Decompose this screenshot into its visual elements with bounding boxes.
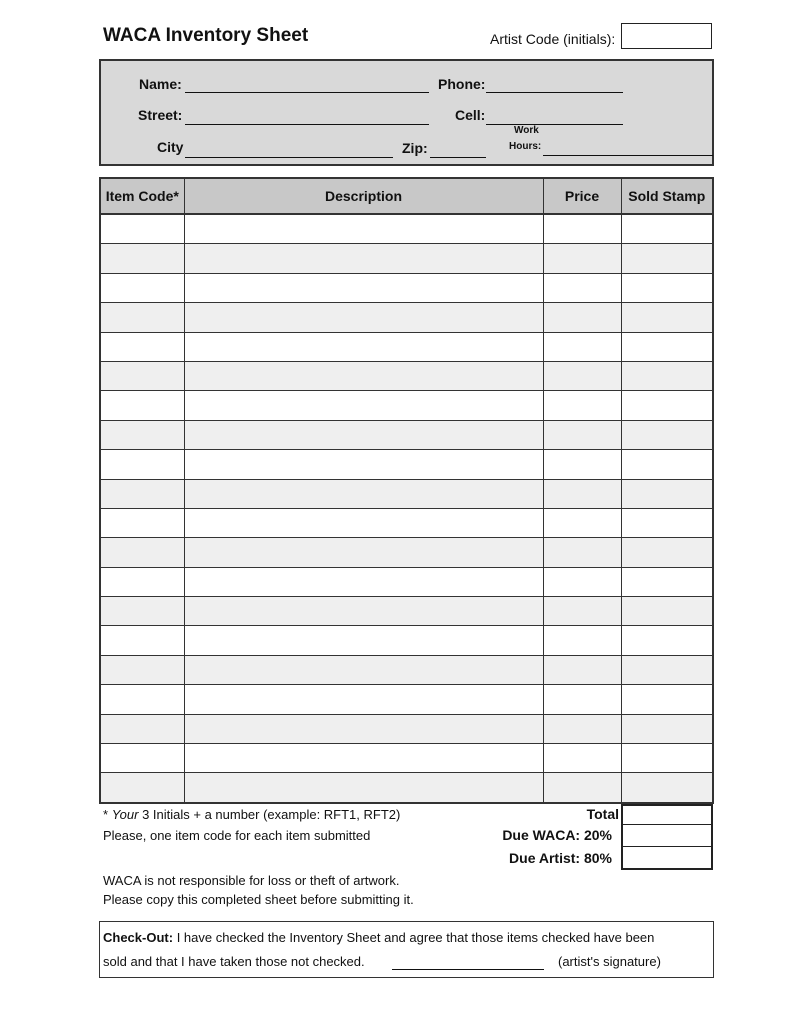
name-field[interactable] (185, 92, 429, 93)
liability-note: WACA is not responsible for loss or theft of artwork. (103, 873, 400, 888)
signature-label: (artist's signature) (558, 954, 661, 969)
sold-stamp-cell[interactable] (621, 567, 712, 596)
contact-info-panel (99, 59, 714, 166)
item-code-cell[interactable] (101, 685, 184, 714)
sold-stamp-cell[interactable] (621, 450, 712, 479)
artist-signature-field[interactable] (392, 969, 544, 970)
cell-field[interactable] (486, 124, 623, 125)
item-code-cell[interactable] (101, 626, 184, 655)
price-cell[interactable] (543, 508, 621, 537)
price-cell[interactable] (543, 567, 621, 596)
table-row (101, 597, 712, 626)
table-row (101, 567, 712, 596)
sold-stamp-cell[interactable] (621, 655, 712, 684)
price-cell[interactable] (543, 626, 621, 655)
item-code-cell[interactable] (101, 361, 184, 390)
column-header-price: Price (543, 179, 621, 214)
description-cell[interactable] (184, 420, 543, 449)
price-cell[interactable] (543, 450, 621, 479)
phone-label: Phone: (438, 76, 486, 92)
price-cell[interactable] (543, 479, 621, 508)
city-field[interactable] (185, 157, 393, 158)
description-cell[interactable] (184, 303, 543, 332)
footnote-star: * (103, 807, 109, 822)
sold-stamp-cell[interactable] (621, 273, 712, 302)
price-cell[interactable] (543, 744, 621, 773)
price-cell[interactable] (543, 714, 621, 743)
sold-stamp-cell[interactable] (621, 773, 712, 802)
sold-stamp-cell[interactable] (621, 420, 712, 449)
description-cell[interactable] (184, 773, 543, 802)
table-row (101, 538, 712, 567)
description-cell[interactable] (184, 597, 543, 626)
price-cell[interactable] (543, 685, 621, 714)
street-field[interactable] (185, 124, 429, 125)
description-cell[interactable] (184, 244, 543, 273)
description-cell[interactable] (184, 508, 543, 537)
sold-stamp-cell[interactable] (621, 244, 712, 273)
checkout-box (99, 921, 714, 978)
table-row (101, 214, 712, 244)
table-row (101, 244, 712, 273)
description-cell[interactable] (184, 567, 543, 596)
item-code-cell[interactable] (101, 508, 184, 537)
item-code-cell[interactable] (101, 391, 184, 420)
table-row (101, 744, 712, 773)
table-row (101, 391, 712, 420)
street-label: Street: (138, 107, 183, 123)
table-row (101, 303, 712, 332)
table-row (101, 685, 712, 714)
zip-label: Zip: (402, 140, 428, 156)
table-row (101, 773, 712, 802)
total-field[interactable] (621, 804, 713, 825)
table-row (101, 479, 712, 508)
checkout-line-1 (103, 930, 654, 945)
inventory-table (99, 177, 714, 804)
zip-field[interactable] (430, 157, 486, 158)
item-code-cell[interactable] (101, 450, 184, 479)
hours-label: Hours: (509, 141, 542, 152)
item-code-cell[interactable] (101, 214, 184, 244)
inventory-header-row (101, 179, 712, 214)
price-cell[interactable] (543, 391, 621, 420)
table-row (101, 273, 712, 302)
table-row (101, 332, 712, 361)
price-cell[interactable] (543, 597, 621, 626)
table-row (101, 450, 712, 479)
column-header-sold-stamp: Sold Stamp (621, 179, 712, 214)
item-code-cell[interactable] (101, 332, 184, 361)
total-label: Total (586, 806, 619, 822)
sold-stamp-cell[interactable] (621, 303, 712, 332)
description-cell[interactable] (184, 332, 543, 361)
price-cell[interactable] (543, 538, 621, 567)
description-cell[interactable] (184, 450, 543, 479)
sold-stamp-cell[interactable] (621, 714, 712, 743)
sold-stamp-cell[interactable] (621, 361, 712, 390)
checkout-line-2: sold and that I have taken those not checked. (103, 954, 365, 969)
artist-code-field[interactable] (621, 23, 712, 49)
description-cell[interactable] (184, 479, 543, 508)
description-cell[interactable] (184, 538, 543, 567)
description-cell[interactable] (184, 391, 543, 420)
cell-label: Cell: (455, 107, 486, 123)
column-header-item-code: Item Code* (101, 179, 184, 214)
due-waca-field[interactable] (621, 825, 713, 847)
item-code-cell[interactable] (101, 597, 184, 626)
item-code-cell[interactable] (101, 303, 184, 332)
sold-stamp-cell[interactable] (621, 597, 712, 626)
item-code-cell[interactable] (101, 420, 184, 449)
description-cell[interactable] (184, 626, 543, 655)
one-code-note: Please, one item code for each item submitted (103, 828, 371, 843)
item-code-cell[interactable] (101, 273, 184, 302)
checkout-heading: Check-Out: (103, 930, 174, 945)
sold-stamp-cell[interactable] (621, 626, 712, 655)
item-code-cell[interactable] (101, 479, 184, 508)
item-code-cell[interactable] (101, 244, 184, 273)
page-title: WACA Inventory Sheet (103, 25, 309, 46)
price-cell[interactable] (543, 420, 621, 449)
sold-stamp-cell[interactable] (621, 508, 712, 537)
footnote (103, 807, 400, 822)
phone-field[interactable] (486, 92, 623, 93)
price-cell[interactable] (543, 332, 621, 361)
item-code-cell[interactable] (101, 744, 184, 773)
price-cell[interactable] (543, 214, 621, 244)
footnote-text: 3 Initials + a number (example: RFT1, RFT2) (142, 807, 401, 822)
checkout-statement: I have checked the Inventory Sheet and agree that those items checked have been (176, 930, 655, 945)
price-cell[interactable] (543, 244, 621, 273)
description-cell[interactable] (184, 273, 543, 302)
name-label: Name: (139, 76, 182, 92)
sold-stamp-cell[interactable] (621, 332, 712, 361)
work-hours-field[interactable] (543, 155, 713, 156)
description-cell[interactable] (184, 714, 543, 743)
work-label: Work (514, 125, 539, 136)
description-cell[interactable] (184, 685, 543, 714)
sold-stamp-cell[interactable] (621, 391, 712, 420)
item-code-cell[interactable] (101, 773, 184, 802)
description-cell[interactable] (184, 744, 543, 773)
sold-stamp-cell[interactable] (621, 685, 712, 714)
table-row (101, 420, 712, 449)
item-code-cell[interactable] (101, 714, 184, 743)
price-cell[interactable] (543, 773, 621, 802)
table-row (101, 508, 712, 537)
price-cell[interactable] (543, 273, 621, 302)
table-row (101, 626, 712, 655)
price-cell[interactable] (543, 655, 621, 684)
item-code-cell[interactable] (101, 538, 184, 567)
due-artist-field[interactable] (621, 847, 713, 870)
copy-note: Please copy this completed sheet before submitting it. (103, 892, 414, 907)
city-label: City (157, 139, 184, 155)
table-row (101, 361, 712, 390)
due-artist-label: Due Artist: 80% (509, 850, 612, 866)
price-cell[interactable] (543, 303, 621, 332)
sold-stamp-cell[interactable] (621, 214, 712, 244)
table-row (101, 655, 712, 684)
inventory-rows (101, 214, 712, 802)
footnote-your: Your (111, 807, 139, 822)
sold-stamp-cell[interactable] (621, 479, 712, 508)
item-code-cell[interactable] (101, 655, 184, 684)
artist-code-label: Artist Code (initials): (490, 31, 616, 47)
description-cell[interactable] (184, 655, 543, 684)
table-row (101, 714, 712, 743)
item-code-cell[interactable] (101, 567, 184, 596)
sold-stamp-cell[interactable] (621, 744, 712, 773)
due-waca-label: Due WACA: 20% (502, 827, 612, 843)
description-cell[interactable] (184, 361, 543, 390)
column-header-description: Description (184, 179, 543, 214)
price-cell[interactable] (543, 361, 621, 390)
description-cell[interactable] (184, 214, 543, 244)
sold-stamp-cell[interactable] (621, 538, 712, 567)
